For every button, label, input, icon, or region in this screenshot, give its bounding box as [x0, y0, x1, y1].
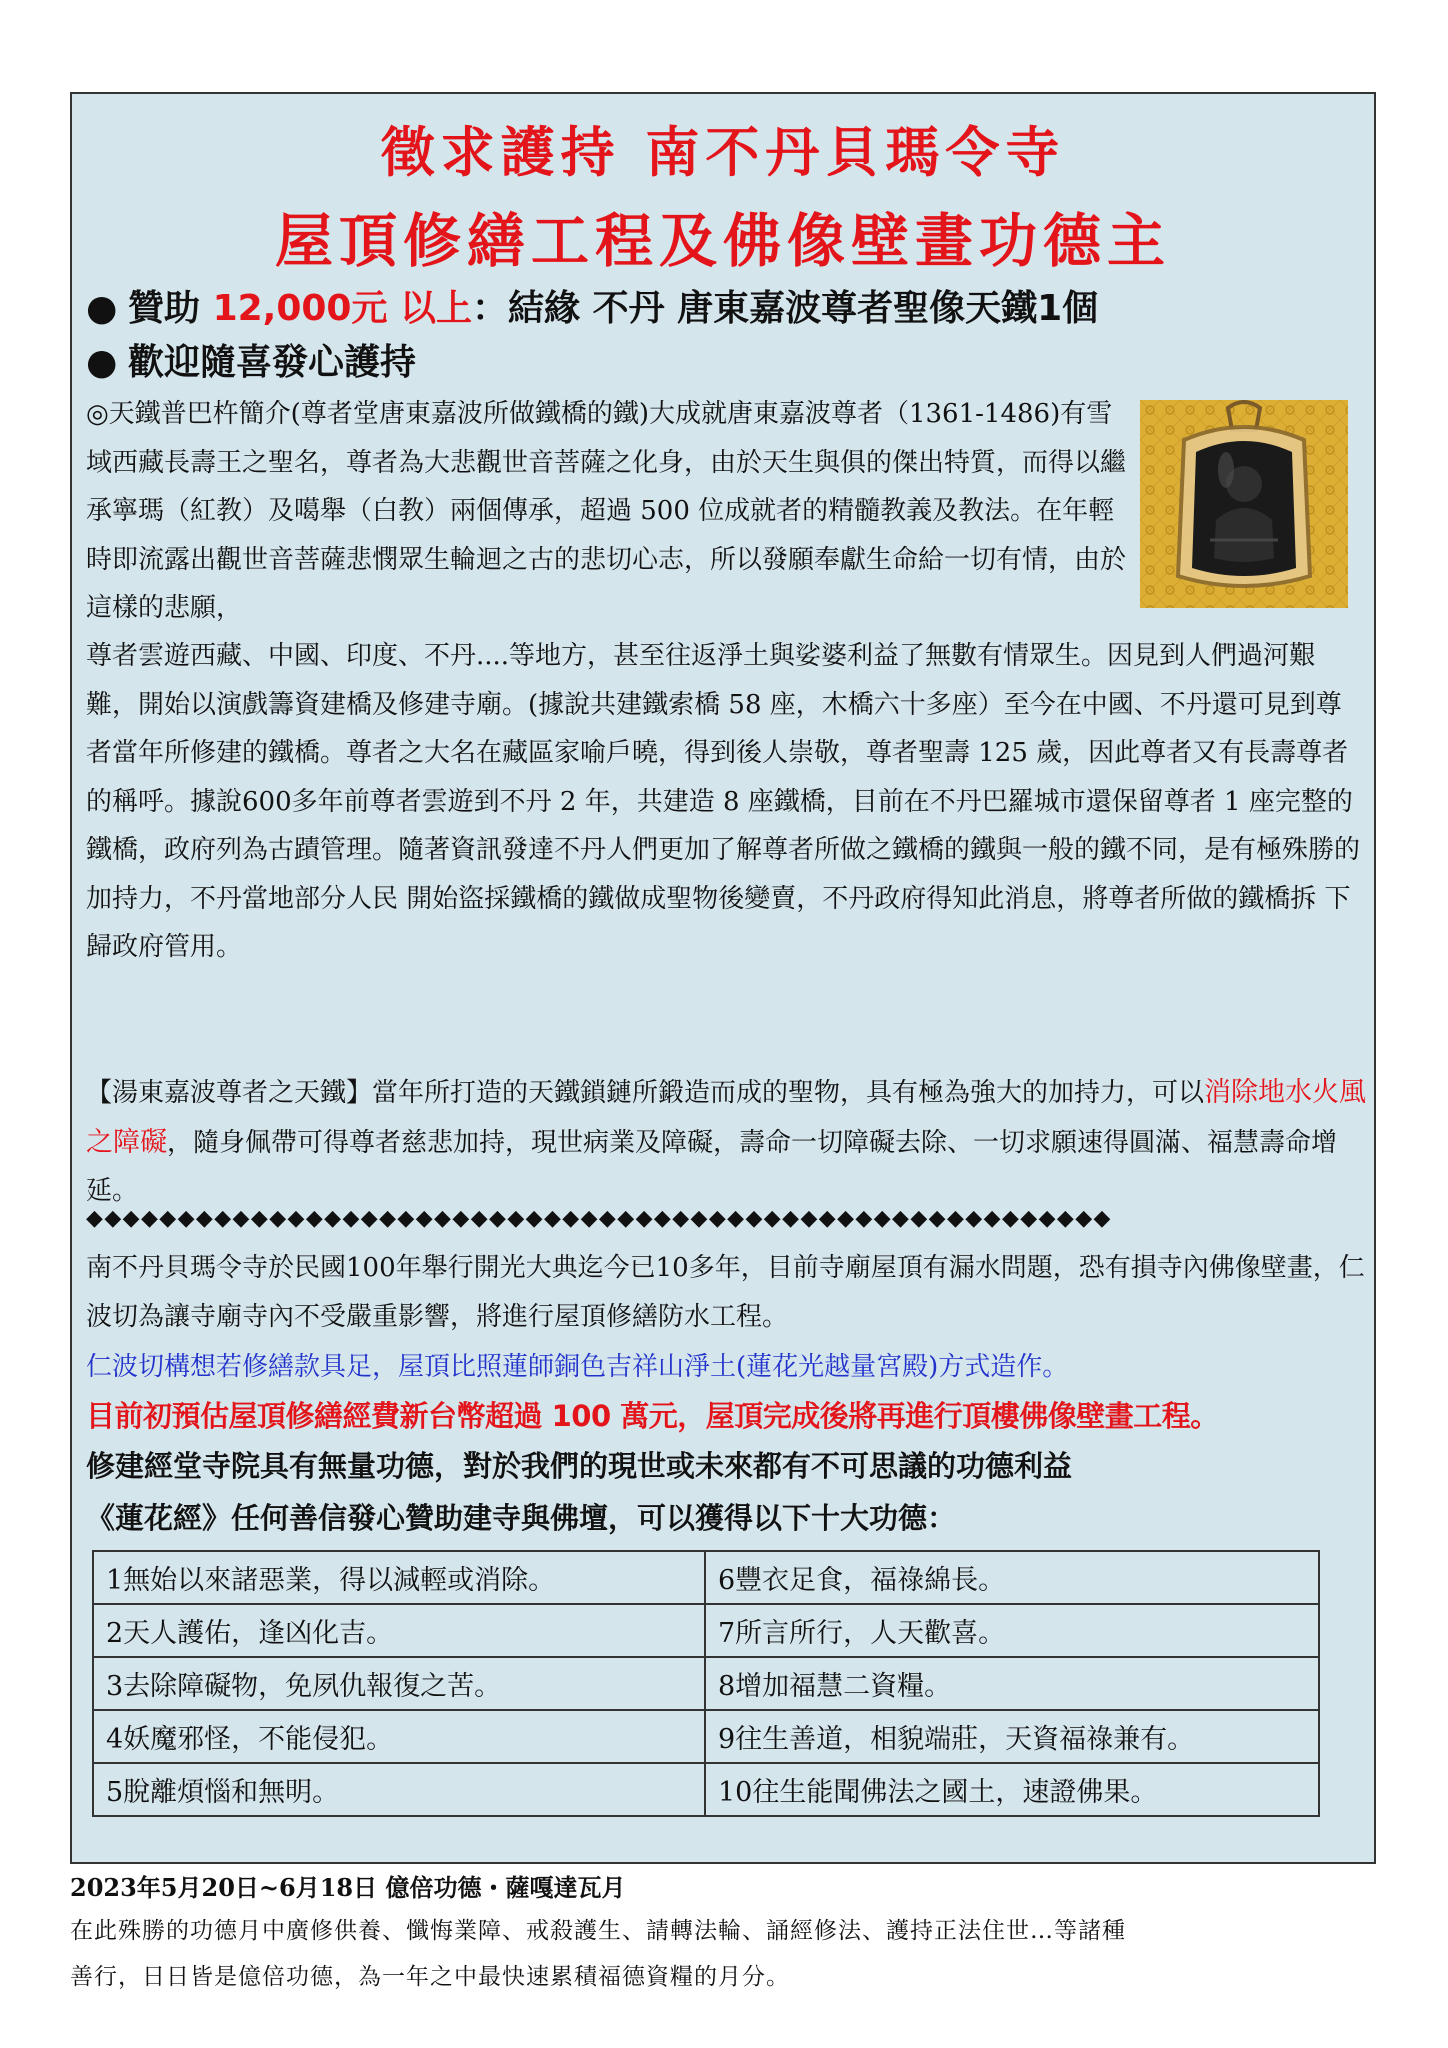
iron-text-before: 【湯東嘉波尊者之天鐵】當年所打造的天鐵鎖鏈所鍛造而成的聖物，具有極為強大的加持力，可以: [86, 1078, 1205, 1108]
merit-cell: 1無始以來諸惡業，得以減輕或消除。: [93, 1551, 705, 1604]
footer-title: 2023年5月20日~6月18日 億倍功德・薩嘎達瓦月: [70, 1873, 626, 1902]
sponsor-gift: ：結緣 不丹 唐東嘉波尊者聖像天鐵1個: [472, 288, 1099, 329]
lotus-sutra-text: 《蓮花經》任何善信發心贊助建寺與佛壇，可以獲得以下十大功德：: [86, 1501, 957, 1535]
merit-cell: 3去除障礙物，免夙仇報復之苦。: [93, 1657, 705, 1710]
table-row: [93, 1604, 1319, 1657]
budget-text: 目前初預估屋頂修繕經費新台幣超過 100 萬元，屋頂完成後將再進行頂樓佛像壁畫工程。: [86, 1399, 1219, 1433]
title-line-2: 屋頂修繕工程及佛像壁畫功德主: [274, 207, 1171, 275]
sponsor-bullet: [86, 280, 1098, 331]
sponsor-prefix: 贊助: [128, 288, 201, 329]
merit-cell: 2天人護佑，逢凶化吉。: [93, 1604, 705, 1657]
bullet-dot-icon: ●: [86, 288, 118, 329]
table-row: [93, 1710, 1319, 1763]
amulet-icon: [1140, 400, 1348, 608]
merit-cell: 9往生善道，相貌端莊，天資福祿兼有。: [705, 1710, 1319, 1763]
welcome-text: 歡迎隨喜發心護持: [128, 342, 417, 383]
history-paragraph: 尊者雲遊西藏、中國、印度、不丹....等地方，甚至往返淨土與娑婆利益了無數有情眾生。因見到人們過河艱難，開始以演戲籌資建橋及修建寺廟。(據說共建鐵索橋 58 座，木橋六十多座）至今在中國、不丹還可見到尊者當年所修建的鐵橋。尊者之大名在藏區家喻戶曉，得到後人崇敬，尊者聖壽 125 歲，因此尊者又有長壽尊者的稱呼。據說600多年前尊者雲遊到不丹 2 年，共建造 8 座鐵橋，目前在不丹巴羅城市還保留尊者 1 座完整的鐵橋，政府列為古蹟管理。隨著資訊發達不丹人們更加了解尊者所做之鐵橋的鐵與一般的鐵不同，是有極殊勝的加持力，不丹當地部分人民 開始盜採鐵橋的鐵做成聖物後變賣，不丹政府得知此消息，將尊者所做的鐵橋拆 下歸政府管用。: [86, 641, 1361, 962]
welcome-bullet: [86, 334, 416, 385]
ten-merits-table: [92, 1550, 1320, 1817]
table-row: [93, 1763, 1319, 1816]
merit-cell: 4妖魔邪怪，不能侵犯。: [93, 1710, 705, 1763]
intro-paragraph: ◎天鐵普巴杵簡介(尊者堂唐東嘉波所做鐵橋的鐵)大成就唐東嘉波尊者（1361-1486)有雪域西藏長壽王之聖名，尊者為大悲觀世音菩薩之化身，由於天生與俱的傑出特質，而得以繼承寧瑪（紅教）及噶舉（白教）兩個傳承，超過 500 位成就者的精髓教義及教法。在年輕時即流露出觀世音菩薩悲憫眾生輪迴之古的悲切心志，所以發願奉獻生命給一切有情，由於這樣的悲願，: [86, 399, 1127, 623]
iron-text-after: ，隨身佩帶可得尊者慈悲加持，現世病業及障礙，壽命一切障礙去除、一切求願速得圓滿、福慧壽命增延。: [86, 1127, 1338, 1206]
flyer-panel: [70, 92, 1376, 1864]
table-row: [93, 1657, 1319, 1710]
iron-paragraph: [86, 1068, 1366, 1216]
amulet-photo: [1140, 400, 1348, 608]
temple-paragraph: 南不丹貝瑪令寺於民國100年舉行開光大典迄今已10多年，目前寺廟屋頂有漏水問題，恐有損寺內佛像壁畫，仁波切為讓寺廟寺內不受嚴重影響，將進行屋頂修繕防水工程。: [86, 1253, 1365, 1332]
merit-cell: 8增加福慧二資糧。: [705, 1657, 1319, 1710]
rinpoche-plan-text: 仁波切構想若修繕款具足，屋頂比照蓮師銅色吉祥山淨土(蓮花光越量宮殿)方式造作。: [86, 1352, 1069, 1382]
merit-cell: 6豐衣足食，福祿綿長。: [705, 1551, 1319, 1604]
table-row: [93, 1551, 1319, 1604]
merit-cell: 5脫離煩惱和無明。: [93, 1763, 705, 1816]
sponsor-amount: 12,000元 以上: [212, 288, 473, 329]
merit-cell: 7所言所行，人天歡喜。: [705, 1604, 1319, 1657]
diamond-divider: ◆◆◆◆◆◆◆◆◆◆◆◆◆◆◆◆◆◆◆◆◆◆◆◆◆◆◆◆◆◆◆◆◆◆◆◆◆◆◆◆◆◆◆◆◆◆◆◆◆◆◆◆◆◆◆◆: [86, 1206, 1112, 1231]
merit-cell: 10往生能聞佛法之國土，速證佛果。: [705, 1763, 1319, 1816]
footer-line-1: 在此殊勝的功德月中廣修供養、懺悔業障、戒殺護生、請轉法輪、誦經修法、護持正法住世…等諸種: [70, 1918, 1126, 1944]
title-line-1: 徵求護持 南不丹貝瑪令寺: [380, 121, 1066, 184]
footer-line-2: 善行，日日皆是億倍功德，為一年之中最快速累積福德資糧的月分。: [70, 1964, 790, 1990]
iron-highlight: 消除地水火風之障礙: [86, 1077, 1367, 1157]
merit-intro-text: 修建經堂寺院具有無量功德，對於我們的現世或未來都有不可思議的功德利益: [86, 1449, 1073, 1483]
bullet-dot-icon: ●: [86, 342, 118, 383]
